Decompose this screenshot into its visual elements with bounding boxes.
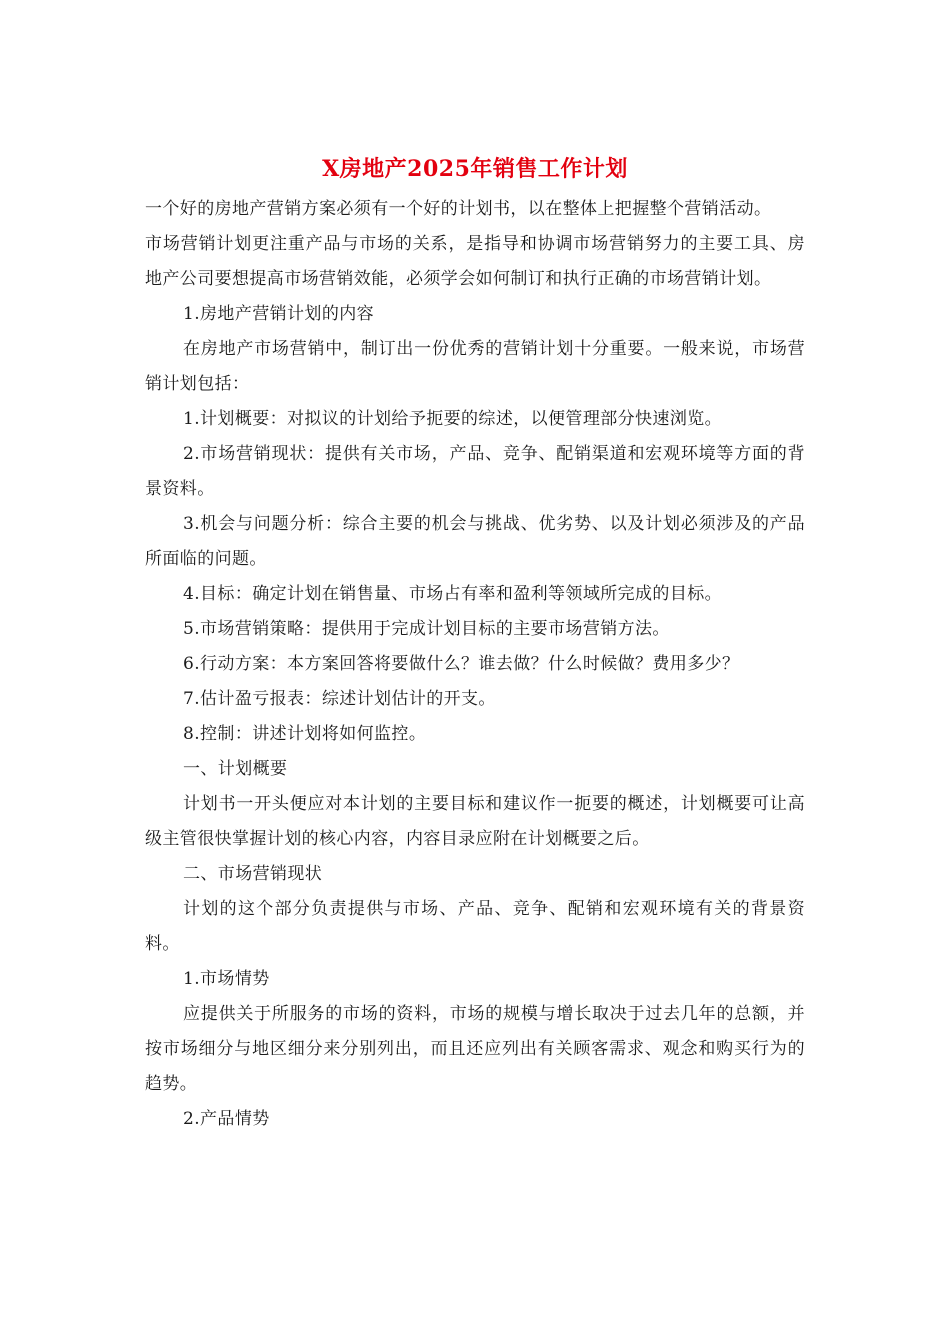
paragraph: 5.市场营销策略：提供用于完成计划目标的主要市场营销方法。 [183, 619, 670, 639]
document-title: X房地产2025年销售工作计划 [322, 156, 628, 182]
paragraph: 市场营销计划更注重产品与市场的关系，是指导和协调市场营销努力的主要工具、房地产公司要想提高市场营销效能，必须学会如何制订和执行正确的市场营销计划。 [145, 234, 805, 289]
paragraph: 应提供关于所服务的市场的资料，市场的规模与增长取决于过去几年的总额，并按市场细分与地区细分来分别列出，而且还应列出有关顾客需求、观念和购买行为的趋势。 [145, 1004, 805, 1094]
paragraph: 计划书一开头便应对本计划的主要目标和建议作一扼要的概述，计划概要可让高级主管很快掌握计划的核心内容，内容目录应附在计划概要之后。 [145, 794, 805, 849]
paragraph: 2.产品情势 [183, 1109, 270, 1129]
paragraph: 1.房地产营销计划的内容 [183, 304, 375, 324]
paragraph: 计划的这个部分负责提供与市场、产品、竞争、配销和宏观环境有关的背景资料。 [145, 899, 805, 954]
paragraph: 2.市场营销现状：提供有关市场，产品、竞争、配销渠道和宏观环境等方面的背景资料。 [145, 444, 805, 499]
paragraph: 1.市场情势 [183, 969, 270, 989]
document-body [145, 152, 805, 1137]
paragraph: 一、计划概要 [183, 759, 288, 779]
paragraph: 6.行动方案：本方案回答将要做什么？谁去做？什么时候做？费用多少？ [183, 654, 740, 674]
paragraph: 7.估计盈亏报表：综述计划估计的开支。 [183, 689, 496, 709]
paragraph: 4.目标：确定计划在销售量、市场占有率和盈利等领域所完成的目标。 [183, 584, 723, 604]
paragraph: 二、市场营销现状 [183, 864, 323, 884]
paragraph: 8.控制：讲述计划将如何监控。 [183, 724, 427, 744]
paragraph: 1.计划概要：对拟议的计划给予扼要的综述，以便管理部分快速浏览。 [183, 409, 723, 429]
paragraph: 在房地产市场营销中，制订出一份优秀的营销计划十分重要。一般来说，市场营销计划包括： [145, 339, 805, 394]
paragraph: 3.机会与问题分析：综合主要的机会与挑战、优劣势、以及计划必须涉及的产品所面临的问题。 [145, 514, 805, 569]
paragraph: 一个好的房地产营销方案必须有一个好的计划书，以在整体上把握整个营销活动。 [145, 199, 772, 219]
paragraph-list [145, 192, 805, 1137]
